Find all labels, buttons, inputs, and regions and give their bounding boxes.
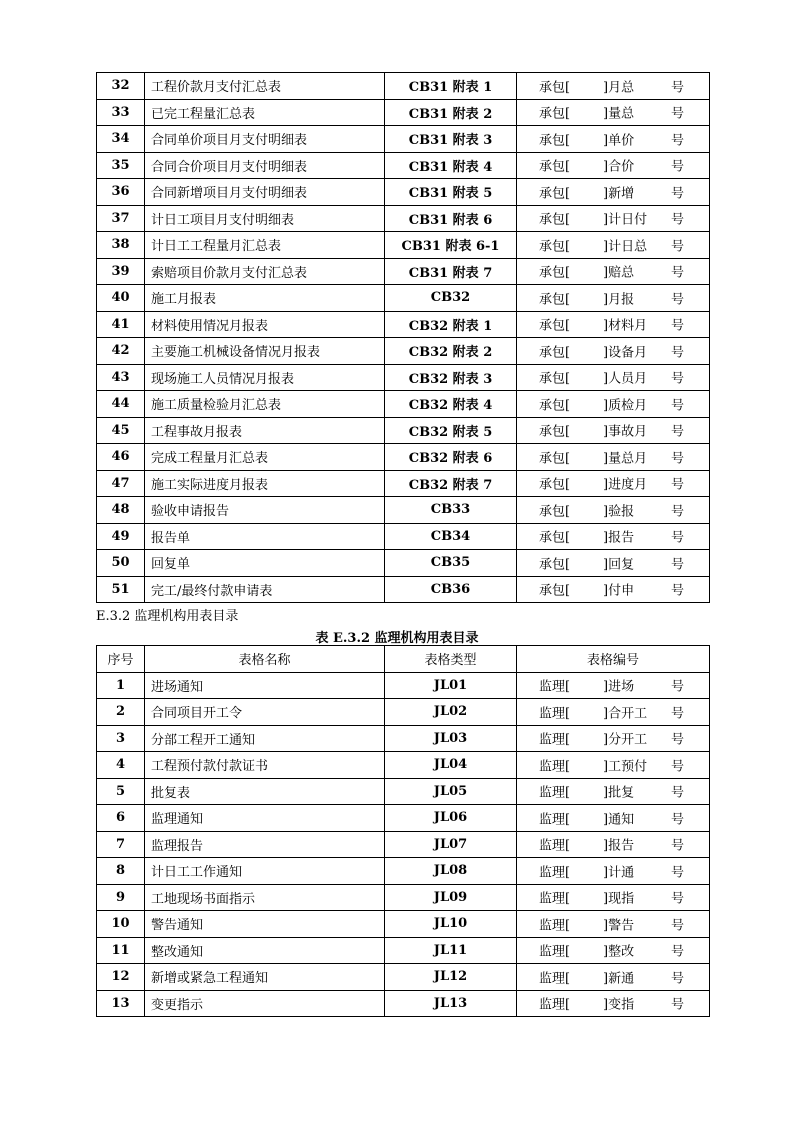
table-row bbox=[97, 391, 710, 418]
code-prefix: 监理[ bbox=[539, 679, 571, 695]
form-type: JL02 bbox=[385, 699, 517, 726]
header-code: 表格编号 bbox=[517, 646, 710, 673]
form-code bbox=[517, 258, 710, 285]
code-suffix: 号 bbox=[671, 865, 685, 881]
table-row bbox=[97, 858, 710, 885]
row-number: 8 bbox=[97, 858, 145, 885]
contractor-forms-table-body bbox=[97, 73, 710, 603]
row-number: 10 bbox=[97, 911, 145, 938]
code-prefix: 监理[ bbox=[539, 891, 571, 907]
table-row bbox=[97, 523, 710, 550]
header-type: 表格类型 bbox=[385, 646, 517, 673]
form-type: CB32 附表 5 bbox=[385, 417, 517, 444]
form-name: 回复单 bbox=[145, 550, 385, 577]
code-suffix: 号 bbox=[671, 133, 685, 149]
code-suffix: 号 bbox=[671, 557, 685, 573]
form-code bbox=[517, 232, 710, 259]
code-prefix: 承包[ bbox=[539, 557, 571, 573]
form-code bbox=[517, 470, 710, 497]
form-code bbox=[517, 338, 710, 365]
form-name: 完工/最终付款申请表 bbox=[145, 576, 385, 603]
supervision-forms-table-body bbox=[97, 646, 710, 1017]
form-code bbox=[517, 417, 710, 444]
form-code bbox=[517, 311, 710, 338]
form-code bbox=[517, 523, 710, 550]
form-code bbox=[517, 364, 710, 391]
code-middle: ]报告 bbox=[603, 530, 635, 546]
form-type: CB34 bbox=[385, 523, 517, 550]
table-row bbox=[97, 417, 710, 444]
form-code bbox=[517, 152, 710, 179]
form-name: 完成工程量月汇总表 bbox=[145, 444, 385, 471]
code-prefix: 承包[ bbox=[539, 451, 571, 467]
row-number: 47 bbox=[97, 470, 145, 497]
table-row bbox=[97, 152, 710, 179]
code-prefix: 承包[ bbox=[539, 212, 571, 228]
form-type: CB31 附表 1 bbox=[385, 73, 517, 100]
code-prefix: 承包[ bbox=[539, 186, 571, 202]
code-middle: ]材料月 bbox=[603, 318, 648, 334]
code-suffix: 号 bbox=[671, 239, 685, 255]
code-middle: ]合开工 bbox=[603, 706, 648, 722]
code-suffix: 号 bbox=[671, 159, 685, 175]
table-row bbox=[97, 470, 710, 497]
form-code bbox=[517, 937, 710, 964]
table-row bbox=[97, 778, 710, 805]
form-name: 合同项目开工令 bbox=[145, 699, 385, 726]
code-prefix: 承包[ bbox=[539, 345, 571, 361]
form-name: 工地现场书面指示 bbox=[145, 884, 385, 911]
form-name: 警告通知 bbox=[145, 911, 385, 938]
form-name: 现场施工人员情况月报表 bbox=[145, 364, 385, 391]
table-row bbox=[97, 752, 710, 779]
row-number: 32 bbox=[97, 73, 145, 100]
code-middle: ]质检月 bbox=[603, 398, 648, 414]
form-code bbox=[517, 699, 710, 726]
form-code bbox=[517, 179, 710, 206]
form-code bbox=[517, 805, 710, 832]
form-type: CB31 附表 6-1 bbox=[385, 232, 517, 259]
row-number: 35 bbox=[97, 152, 145, 179]
row-number: 51 bbox=[97, 576, 145, 603]
code-prefix: 承包[ bbox=[539, 159, 571, 175]
form-type: JL04 bbox=[385, 752, 517, 779]
code-suffix: 号 bbox=[671, 212, 685, 228]
form-code bbox=[517, 391, 710, 418]
row-number: 33 bbox=[97, 99, 145, 126]
form-type: CB31 附表 3 bbox=[385, 126, 517, 153]
row-number: 46 bbox=[97, 444, 145, 471]
table-caption: 表 E.3.2 监理机构用表目录 bbox=[315, 631, 479, 646]
code-middle: ]量总 bbox=[603, 106, 635, 122]
code-prefix: 承包[ bbox=[539, 106, 571, 122]
form-name: 进场通知 bbox=[145, 672, 385, 699]
table-row bbox=[97, 364, 710, 391]
table-row bbox=[97, 937, 710, 964]
form-type: CB32 附表 2 bbox=[385, 338, 517, 365]
code-suffix: 号 bbox=[671, 759, 685, 775]
code-middle: ]通知 bbox=[603, 812, 635, 828]
table-row bbox=[97, 964, 710, 991]
table-row bbox=[97, 550, 710, 577]
row-number: 12 bbox=[97, 964, 145, 991]
row-number: 6 bbox=[97, 805, 145, 832]
form-type: JL06 bbox=[385, 805, 517, 832]
form-type: JL08 bbox=[385, 858, 517, 885]
form-type: CB32 附表 1 bbox=[385, 311, 517, 338]
form-name: 工程预付款付款证书 bbox=[145, 752, 385, 779]
code-suffix: 号 bbox=[671, 583, 685, 599]
form-name: 计日工工作通知 bbox=[145, 858, 385, 885]
form-type: JL03 bbox=[385, 725, 517, 752]
supervision-forms-table bbox=[96, 645, 710, 1017]
code-prefix: 监理[ bbox=[539, 706, 571, 722]
form-code bbox=[517, 752, 710, 779]
table-row bbox=[97, 99, 710, 126]
code-prefix: 承包[ bbox=[539, 583, 571, 599]
code-middle: ]计通 bbox=[603, 865, 635, 881]
row-number: 11 bbox=[97, 937, 145, 964]
row-number: 37 bbox=[97, 205, 145, 232]
table-row bbox=[97, 232, 710, 259]
table-row bbox=[97, 672, 710, 699]
table-row bbox=[97, 179, 710, 206]
code-prefix: 承包[ bbox=[539, 424, 571, 440]
table-row bbox=[97, 285, 710, 312]
code-middle: ]批复 bbox=[603, 785, 635, 801]
code-suffix: 号 bbox=[671, 530, 685, 546]
row-number: 48 bbox=[97, 497, 145, 524]
form-code bbox=[517, 285, 710, 312]
form-type: JL01 bbox=[385, 672, 517, 699]
form-type: CB32 附表 3 bbox=[385, 364, 517, 391]
row-number: 3 bbox=[97, 725, 145, 752]
code-middle: ]合价 bbox=[603, 159, 635, 175]
code-middle: ]新增 bbox=[603, 186, 635, 202]
section-heading: E.3.2 监理机构用表目录 bbox=[96, 609, 239, 624]
form-type: CB35 bbox=[385, 550, 517, 577]
form-type: CB31 附表 7 bbox=[385, 258, 517, 285]
form-name: 变更指示 bbox=[145, 990, 385, 1017]
form-code bbox=[517, 205, 710, 232]
code-suffix: 号 bbox=[671, 504, 685, 520]
code-suffix: 号 bbox=[671, 345, 685, 361]
code-prefix: 监理[ bbox=[539, 732, 571, 748]
row-number: 36 bbox=[97, 179, 145, 206]
form-name: 监理通知 bbox=[145, 805, 385, 832]
row-number: 9 bbox=[97, 884, 145, 911]
form-type: JL11 bbox=[385, 937, 517, 964]
form-type: CB32 bbox=[385, 285, 517, 312]
row-number: 4 bbox=[97, 752, 145, 779]
form-type: JL09 bbox=[385, 884, 517, 911]
form-name: 主要施工机械设备情况月报表 bbox=[145, 338, 385, 365]
form-name: 报告单 bbox=[145, 523, 385, 550]
code-prefix: 承包[ bbox=[539, 265, 571, 281]
code-prefix: 监理[ bbox=[539, 918, 571, 934]
code-suffix: 号 bbox=[671, 371, 685, 387]
code-prefix: 承包[ bbox=[539, 239, 571, 255]
code-prefix: 监理[ bbox=[539, 812, 571, 828]
row-number: 1 bbox=[97, 672, 145, 699]
code-middle: ]新通 bbox=[603, 971, 635, 987]
form-type: JL12 bbox=[385, 964, 517, 991]
code-suffix: 号 bbox=[671, 292, 685, 308]
code-middle: ]月报 bbox=[603, 292, 635, 308]
form-type: JL10 bbox=[385, 911, 517, 938]
form-code bbox=[517, 990, 710, 1017]
code-suffix: 号 bbox=[671, 80, 685, 96]
code-suffix: 号 bbox=[671, 706, 685, 722]
row-number: 39 bbox=[97, 258, 145, 285]
code-suffix: 号 bbox=[671, 732, 685, 748]
table-row bbox=[97, 73, 710, 100]
form-name: 施工实际进度月报表 bbox=[145, 470, 385, 497]
table-header-row bbox=[97, 646, 710, 673]
code-suffix: 号 bbox=[671, 106, 685, 122]
form-name: 新增或紧急工程通知 bbox=[145, 964, 385, 991]
row-number: 44 bbox=[97, 391, 145, 418]
table-row bbox=[97, 126, 710, 153]
row-number: 45 bbox=[97, 417, 145, 444]
form-name: 分部工程开工通知 bbox=[145, 725, 385, 752]
code-middle: ]量总月 bbox=[603, 451, 648, 467]
table-row bbox=[97, 805, 710, 832]
form-code bbox=[517, 497, 710, 524]
form-code bbox=[517, 99, 710, 126]
code-middle: ]报告 bbox=[603, 838, 635, 854]
code-suffix: 号 bbox=[671, 186, 685, 202]
code-suffix: 号 bbox=[671, 997, 685, 1013]
row-number: 7 bbox=[97, 831, 145, 858]
code-suffix: 号 bbox=[671, 785, 685, 801]
form-name: 工程事故月报表 bbox=[145, 417, 385, 444]
form-type: JL05 bbox=[385, 778, 517, 805]
form-name: 计日工工程量月汇总表 bbox=[145, 232, 385, 259]
form-code bbox=[517, 73, 710, 100]
row-number: 2 bbox=[97, 699, 145, 726]
form-name: 材料使用情况月报表 bbox=[145, 311, 385, 338]
code-prefix: 承包[ bbox=[539, 318, 571, 334]
form-type: CB32 附表 4 bbox=[385, 391, 517, 418]
code-suffix: 号 bbox=[671, 398, 685, 414]
code-middle: ]付申 bbox=[603, 583, 635, 599]
table-row bbox=[97, 258, 710, 285]
row-number: 42 bbox=[97, 338, 145, 365]
code-suffix: 号 bbox=[671, 679, 685, 695]
row-number: 13 bbox=[97, 990, 145, 1017]
code-suffix: 号 bbox=[671, 971, 685, 987]
table-row bbox=[97, 576, 710, 603]
row-number: 5 bbox=[97, 778, 145, 805]
form-name: 整改通知 bbox=[145, 937, 385, 964]
code-prefix: 监理[ bbox=[539, 944, 571, 960]
form-code bbox=[517, 778, 710, 805]
code-suffix: 号 bbox=[671, 812, 685, 828]
code-middle: ]整改 bbox=[603, 944, 635, 960]
form-code bbox=[517, 672, 710, 699]
code-suffix: 号 bbox=[671, 477, 685, 493]
code-suffix: 号 bbox=[671, 891, 685, 907]
form-code bbox=[517, 126, 710, 153]
code-prefix: 承包[ bbox=[539, 530, 571, 546]
form-name: 施工月报表 bbox=[145, 285, 385, 312]
code-prefix: 监理[ bbox=[539, 997, 571, 1013]
code-prefix: 承包[ bbox=[539, 371, 571, 387]
table-row bbox=[97, 990, 710, 1017]
code-middle: ]人员月 bbox=[603, 371, 648, 387]
contractor-forms-table bbox=[96, 72, 710, 603]
code-prefix: 监理[ bbox=[539, 865, 571, 881]
form-name: 合同单价项目月支付明细表 bbox=[145, 126, 385, 153]
form-type: CB31 附表 5 bbox=[385, 179, 517, 206]
code-middle: ]月总 bbox=[603, 80, 635, 96]
form-name: 监理报告 bbox=[145, 831, 385, 858]
table-row bbox=[97, 205, 710, 232]
code-middle: ]变指 bbox=[603, 997, 635, 1013]
code-middle: ]工预付 bbox=[603, 759, 648, 775]
form-code bbox=[517, 444, 710, 471]
code-suffix: 号 bbox=[671, 424, 685, 440]
table-row bbox=[97, 338, 710, 365]
row-number: 41 bbox=[97, 311, 145, 338]
form-name: 施工质量检验月汇总表 bbox=[145, 391, 385, 418]
code-middle: ]设备月 bbox=[603, 345, 648, 361]
row-number: 40 bbox=[97, 285, 145, 312]
form-type: JL07 bbox=[385, 831, 517, 858]
form-code bbox=[517, 858, 710, 885]
table-row bbox=[97, 725, 710, 752]
code-prefix: 承包[ bbox=[539, 292, 571, 308]
code-middle: ]进场 bbox=[603, 679, 635, 695]
header-no: 序号 bbox=[97, 646, 145, 673]
code-suffix: 号 bbox=[671, 318, 685, 334]
row-number: 50 bbox=[97, 550, 145, 577]
form-type: CB31 附表 2 bbox=[385, 99, 517, 126]
form-name: 合同合价项目月支付明细表 bbox=[145, 152, 385, 179]
code-middle: ]计日付 bbox=[603, 212, 648, 228]
code-prefix: 承包[ bbox=[539, 477, 571, 493]
form-type: JL13 bbox=[385, 990, 517, 1017]
form-code bbox=[517, 550, 710, 577]
code-prefix: 承包[ bbox=[539, 398, 571, 414]
code-middle: ]事故月 bbox=[603, 424, 648, 440]
form-name: 合同新增项目月支付明细表 bbox=[145, 179, 385, 206]
form-type: CB32 附表 6 bbox=[385, 444, 517, 471]
form-name: 索赔项目价款月支付汇总表 bbox=[145, 258, 385, 285]
code-middle: ]进度月 bbox=[603, 477, 648, 493]
code-middle: ]计日总 bbox=[603, 239, 648, 255]
code-suffix: 号 bbox=[671, 265, 685, 281]
form-name: 工程价款月支付汇总表 bbox=[145, 73, 385, 100]
code-middle: ]回复 bbox=[603, 557, 635, 573]
form-type: CB31 附表 6 bbox=[385, 205, 517, 232]
table-row bbox=[97, 497, 710, 524]
code-suffix: 号 bbox=[671, 838, 685, 854]
table-row bbox=[97, 884, 710, 911]
form-name: 批复表 bbox=[145, 778, 385, 805]
form-code bbox=[517, 576, 710, 603]
row-number: 43 bbox=[97, 364, 145, 391]
code-middle: ]验报 bbox=[603, 504, 635, 520]
header-name: 表格名称 bbox=[145, 646, 385, 673]
code-prefix: 承包[ bbox=[539, 504, 571, 520]
code-middle: ]赔总 bbox=[603, 265, 635, 281]
code-prefix: 监理[ bbox=[539, 838, 571, 854]
form-type: CB32 附表 7 bbox=[385, 470, 517, 497]
form-type: CB31 附表 4 bbox=[385, 152, 517, 179]
form-name: 验收申请报告 bbox=[145, 497, 385, 524]
form-type: CB33 bbox=[385, 497, 517, 524]
code-prefix: 监理[ bbox=[539, 759, 571, 775]
table-row bbox=[97, 444, 710, 471]
form-type: CB36 bbox=[385, 576, 517, 603]
form-code bbox=[517, 884, 710, 911]
table-row bbox=[97, 831, 710, 858]
code-prefix: 监理[ bbox=[539, 785, 571, 801]
form-code bbox=[517, 725, 710, 752]
table-row bbox=[97, 911, 710, 938]
row-number: 34 bbox=[97, 126, 145, 153]
code-prefix: 监理[ bbox=[539, 971, 571, 987]
form-code bbox=[517, 831, 710, 858]
code-prefix: 承包[ bbox=[539, 133, 571, 149]
row-number: 38 bbox=[97, 232, 145, 259]
code-middle: ]单价 bbox=[603, 133, 635, 149]
form-name: 计日工项目月支付明细表 bbox=[145, 205, 385, 232]
form-code bbox=[517, 911, 710, 938]
row-number: 49 bbox=[97, 523, 145, 550]
code-middle: ]现指 bbox=[603, 891, 635, 907]
table-row bbox=[97, 699, 710, 726]
table-row bbox=[97, 311, 710, 338]
code-prefix: 承包[ bbox=[539, 80, 571, 96]
code-suffix: 号 bbox=[671, 451, 685, 467]
code-suffix: 号 bbox=[671, 918, 685, 934]
code-suffix: 号 bbox=[671, 944, 685, 960]
code-middle: ]警告 bbox=[603, 918, 635, 934]
form-name: 已完工程量汇总表 bbox=[145, 99, 385, 126]
form-code bbox=[517, 964, 710, 991]
code-middle: ]分开工 bbox=[603, 732, 648, 748]
